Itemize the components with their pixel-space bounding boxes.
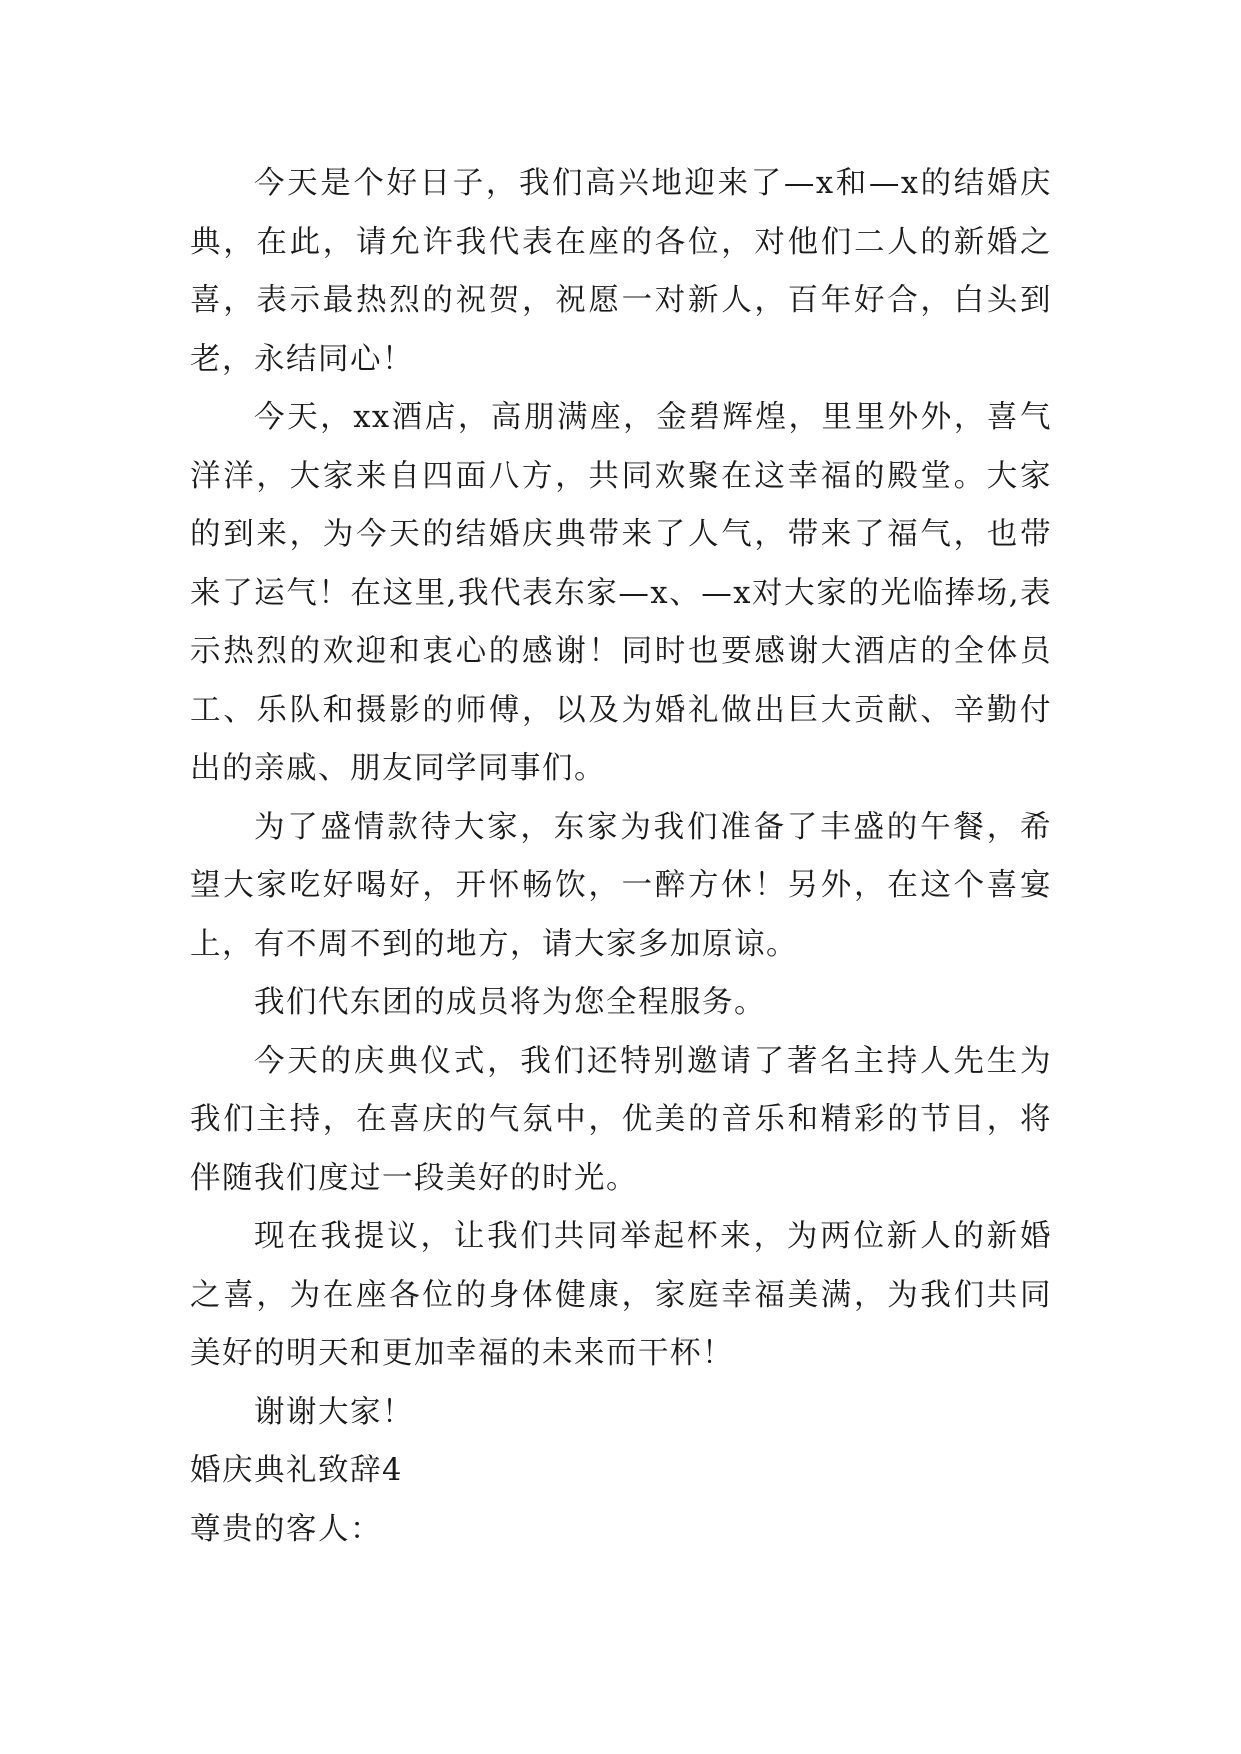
paragraph-service: 我们代东团的成员将为您全程服务。 <box>254 985 766 1020</box>
paragraph-opening: 今天是个好日子，我们高兴地迎来了—x和—x的结婚庆典，在此，请允许我代表在座的各位，对他们二人的新婚之喜，表示最热烈的祝贺，祝愿一对新人，百年好合，白头到老，永结同心！ <box>190 166 1052 377</box>
paragraph-toast: 现在我提议，让我们共同举起杯来，为两位新人的新婚之喜，为在座各位的身体健康，家庭幸福美满，为我们共同美好的明天和更加幸福的未来而干杯！ <box>190 1219 1052 1371</box>
paragraph-thanks: 谢谢大家！ <box>254 1394 414 1430</box>
paragraph-lunch: 为了盛情款待大家，东家为我们准备了丰盛的午餐，希望大家吃好喝好，开怀畅饮，一醉方休！另外，在这个喜宴上，有不周不到的地方，请大家多加原谅。 <box>190 809 1052 962</box>
document-page <box>190 155 1052 1559</box>
section-heading: 婚庆典礼致辞4 <box>190 1453 403 1488</box>
salutation: 尊贵的客人： <box>190 1511 382 1547</box>
paragraph-welcome: 今天，xx酒店，高朋满座，金碧辉煌，里里外外，喜气洋洋，大家来自四面八方，共同欢聚在这幸福的殿堂。大家的到来，为今天的结婚庆典带来了人气，带来了福气，也带来了运气！在这里,我代表东家—x、—x对大家的光临捧场,表示热烈的欢迎和衷心的感谢！同时也要感谢大酒店的全体员工、乐队和摄影的师傅，以及为婚礼做出巨大贡献、辛勤付出的亲戚、朋友同学同事们。 <box>190 400 1052 786</box>
paragraph-host: 今天的庆典仪式，我们还特别邀请了著名主持人先生为我们主持，在喜庆的气氛中，优美的音乐和精彩的节目，将伴随我们度过一段美好的时光。 <box>190 1043 1052 1196</box>
